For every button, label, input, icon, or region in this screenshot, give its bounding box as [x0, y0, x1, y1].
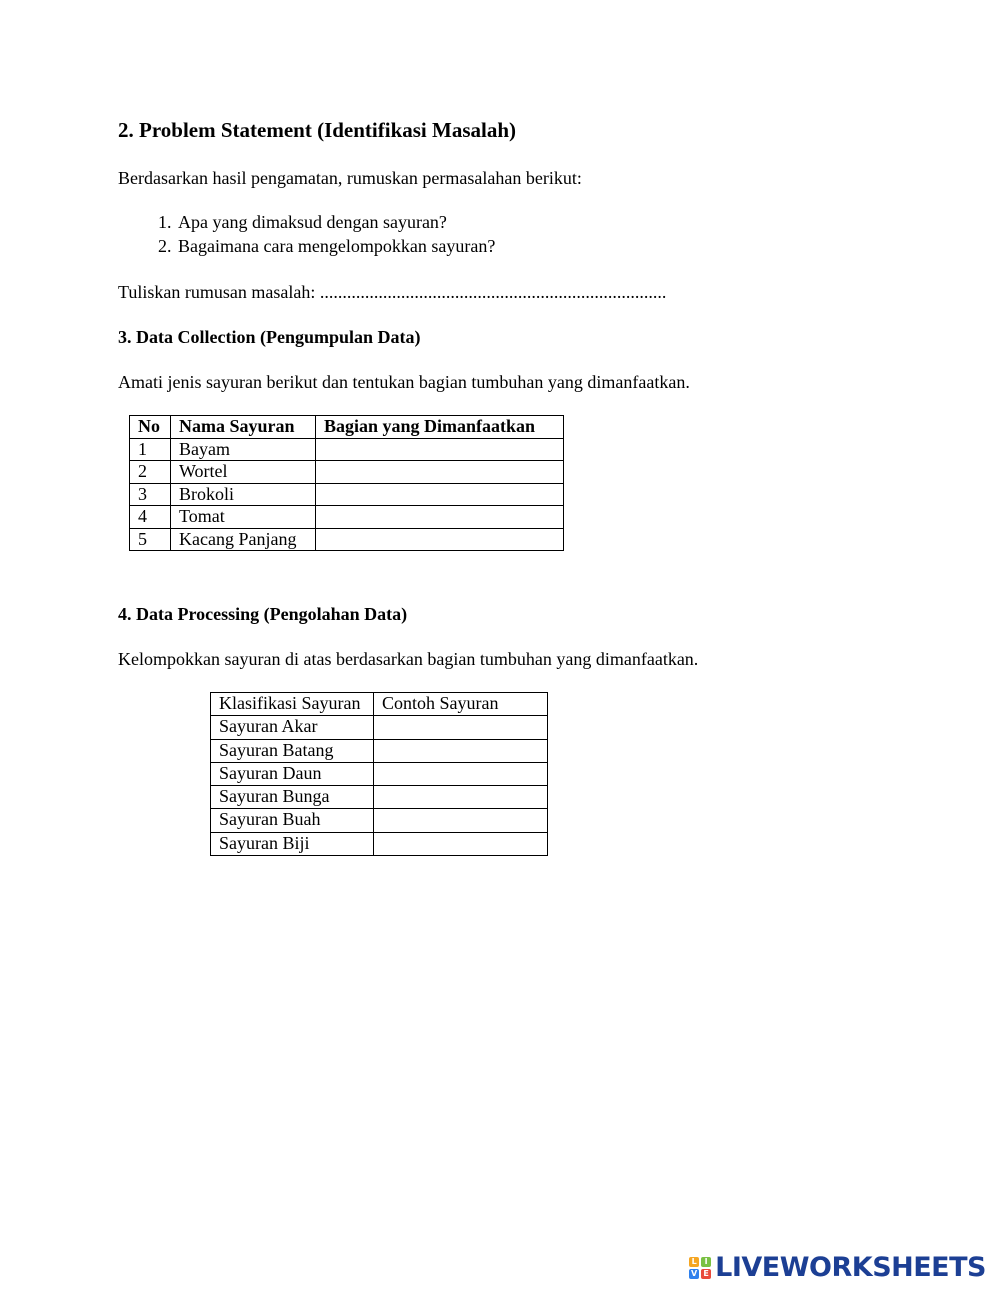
cell-no: 5	[130, 528, 171, 551]
table-row	[130, 461, 564, 484]
table-row	[211, 716, 548, 739]
cell-no: 2	[130, 461, 171, 484]
liveworksheets-logo	[689, 1252, 986, 1283]
list-item: 2. Bagaimana cara mengelompokkan sayuran?	[176, 234, 495, 258]
cell-no: 3	[130, 483, 171, 506]
logo-mark-tile: I	[701, 1257, 711, 1267]
table-row	[130, 506, 564, 529]
section-4-heading: 4. Data Processing (Pengolahan Data)	[118, 604, 408, 624]
question-list	[118, 210, 495, 258]
answer-cell[interactable]	[374, 832, 548, 855]
table-row	[130, 438, 564, 461]
list-item: 1. Apa yang dimaksud dengan sayuran?	[176, 210, 495, 234]
logo-mark-tile: L	[689, 1257, 699, 1267]
answer-cell[interactable]	[316, 438, 564, 461]
cell-class: Sayuran Akar	[211, 716, 374, 739]
table-header-row	[130, 416, 564, 439]
classification-table	[210, 692, 548, 856]
logo-mark-tile: V	[691, 1268, 698, 1278]
answer-cell[interactable]	[316, 528, 564, 551]
table-row	[130, 483, 564, 506]
answer-cell[interactable]	[374, 762, 548, 785]
section-2-heading: 2. Problem Statement (Identifikasi Masalah)	[118, 118, 517, 142]
logo-mark-tile: E	[701, 1269, 711, 1279]
table-row	[211, 786, 548, 809]
column-header-example: Contoh Sayuran	[374, 693, 548, 716]
answer-prompt[interactable]: Tuliskan rumusan masalah: .............................................................................	[118, 282, 667, 302]
table-row	[211, 832, 548, 855]
table-row	[211, 809, 548, 832]
column-header-part: Bagian yang Dimanfaatkan	[316, 416, 564, 439]
column-header-no: No	[130, 416, 171, 439]
logo-mark-icon	[689, 1257, 711, 1279]
answer-cell[interactable]	[316, 483, 564, 506]
section-3-instruction: Amati jenis sayuran berikut dan tentukan bagian tumbuhan yang dimanfaatkan.	[118, 372, 690, 392]
data-collection-table	[129, 415, 564, 551]
table-header-row	[211, 693, 548, 716]
answer-cell[interactable]	[374, 739, 548, 762]
cell-class: Sayuran Biji	[211, 832, 374, 855]
cell-class: Sayuran Daun	[211, 762, 374, 785]
answer-cell[interactable]	[374, 716, 548, 739]
answer-cell[interactable]	[316, 506, 564, 529]
section-4-instruction: Kelompokkan sayuran di atas berdasarkan bagian tumbuhan yang dimanfaatkan.	[118, 649, 699, 669]
answer-cell[interactable]	[374, 809, 548, 832]
logo-text: LIVEWORKSHEETS	[715, 1252, 986, 1283]
table-row	[211, 739, 548, 762]
cell-name: Kacang Panjang	[171, 528, 316, 551]
column-header-class: Klasifikasi Sayuran	[211, 693, 374, 716]
section-3-heading: 3. Data Collection (Pengumpulan Data)	[118, 327, 421, 347]
cell-class: Sayuran Buah	[211, 809, 374, 832]
cell-name: Tomat	[171, 506, 316, 529]
answer-cell[interactable]	[316, 461, 564, 484]
cell-class: Sayuran Batang	[211, 739, 374, 762]
table-row	[130, 528, 564, 551]
section-2-intro: Berdasarkan hasil pengamatan, rumuskan permasalahan berikut:	[118, 168, 582, 188]
cell-name: Bayam	[171, 438, 316, 461]
cell-class: Sayuran Bunga	[211, 786, 374, 809]
table-row	[211, 762, 548, 785]
column-header-name: Nama Sayuran	[171, 416, 316, 439]
cell-name: Wortel	[171, 461, 316, 484]
cell-no: 4	[130, 506, 171, 529]
cell-no: 1	[130, 438, 171, 461]
cell-name: Brokoli	[171, 483, 316, 506]
answer-cell[interactable]	[374, 786, 548, 809]
